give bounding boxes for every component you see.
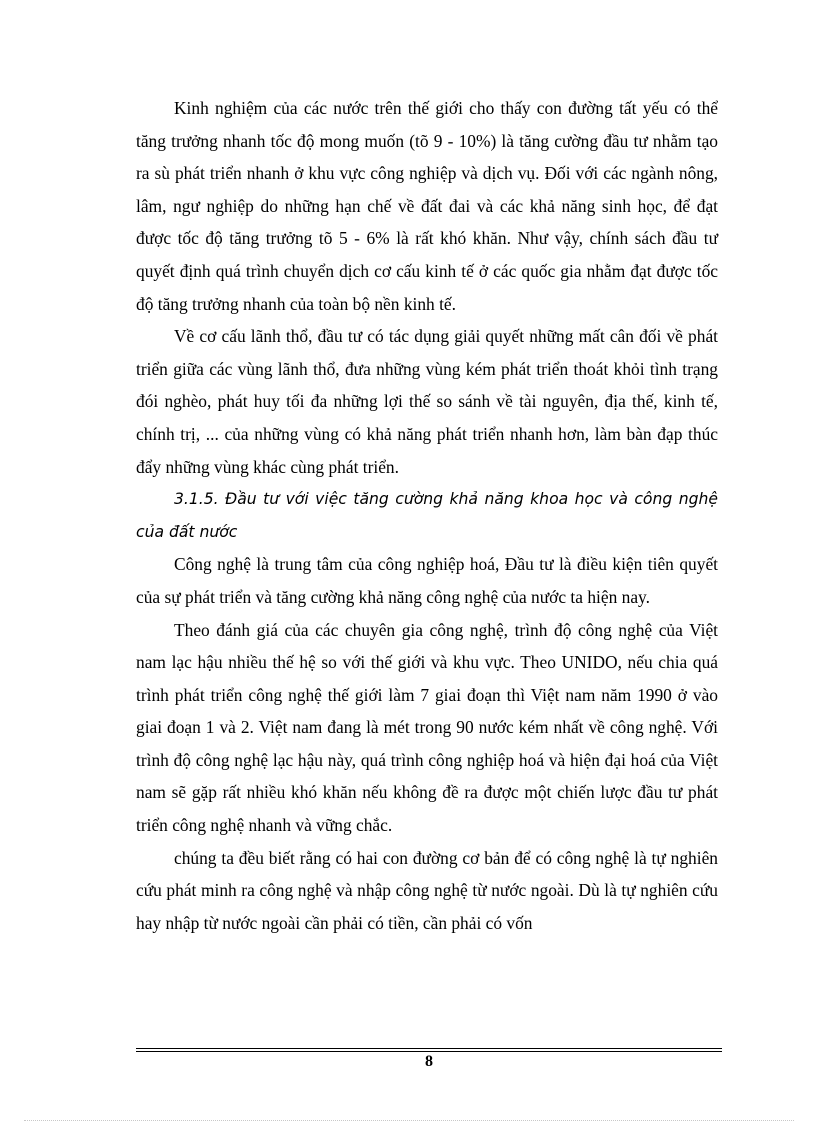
paragraph-1: Kinh nghiệm của các nước trên thế giới cho thấy con đường tất yếu có thể tăng trưởng nhanh tốc độ mong muốn (tõ 9 - 10%) là tăng cường đầu tư nhằm tạo ra sù phát triển nhanh ở khu vực công nghiệp và dịch vụ. Đối với các ngành nông, lâm, ngư nghiệp do những hạn chế về đất đai và các khả năng sinh học, để đạt được tốc độ tăng trưởng tõ 5 - 6% là rất khó khăn. Như vậy, chính sách đầu tư quyết định quá trình chuyển dịch cơ cấu kinh tế ở các quốc gia nhằm đạt được tốc độ tăng trưởng nhanh của toàn bộ nền kinh tế.	[136, 98, 718, 314]
page-edge-line	[24, 1120, 794, 1121]
paragraph-4: Theo đánh giá của các chuyên gia công nghệ, trình độ công nghệ của Việt nam lạc hậu nhiều thế hệ so với thế giới và khu vực. Theo UNIDO, nếu chia quá trình phát triển công nghệ thế giới làm 7 giai đoạn thì Việt nam năm 1990 ở vào giai đoạn 1 và 2. Việt nam đang là mét trong 90 nước kém nhất về công nghệ. Với trình độ công nghệ lạc hậu này, quá trình công nghiệp hoá và hiện đại hoá của Việt nam sẽ gặp rất nhiều khó khăn nếu không đề ra được một chiến lược đầu tư phát triển công nghệ nhanh và vững chắc.	[136, 619, 718, 836]
footer-divider-bottom	[136, 1051, 722, 1052]
section-heading: 3.1.5. Đầu tư với việc tăng cường khả năng khoa học và công nghệ của đất nước	[136, 490, 718, 541]
footer-divider-top	[136, 1048, 722, 1049]
page-body	[136, 92, 718, 939]
paragraph-2: Về cơ cấu lãnh thổ, đầu tư có tác dụng giải quyết những mất cân đối về phát triển giữa các vùng lãnh thổ, đưa những vùng kém phát triển thoát khỏi tình trạng đói nghèo, phát huy tối đa những lợi thế so sánh về tài nguyên, địa thế, kinh tế, chính trị, ... của những vùng có khả năng phát triển nhanh hơn, làm bàn đạp thúc đẩy những vùng khác cùng phát triển.	[136, 326, 718, 477]
paragraph-3: Công nghệ là trung tâm của công nghiệp hoá, Đầu tư là điều kiện tiên quyết của sự phát triển và tăng cường khả năng công nghệ của nước ta hiện nay.	[136, 554, 718, 607]
page-number: 8	[425, 1053, 433, 1070]
paragraph-5: chúng ta đều biết rằng có hai con đường cơ bản để có công nghệ là tự nghiên cứu phát minh ra công nghệ và nhập công nghệ từ nước ngoài. Dù là tự nghiên cứu hay nhập từ nước ngoài cần phải có tiền, cần phải có vốn	[136, 847, 718, 933]
